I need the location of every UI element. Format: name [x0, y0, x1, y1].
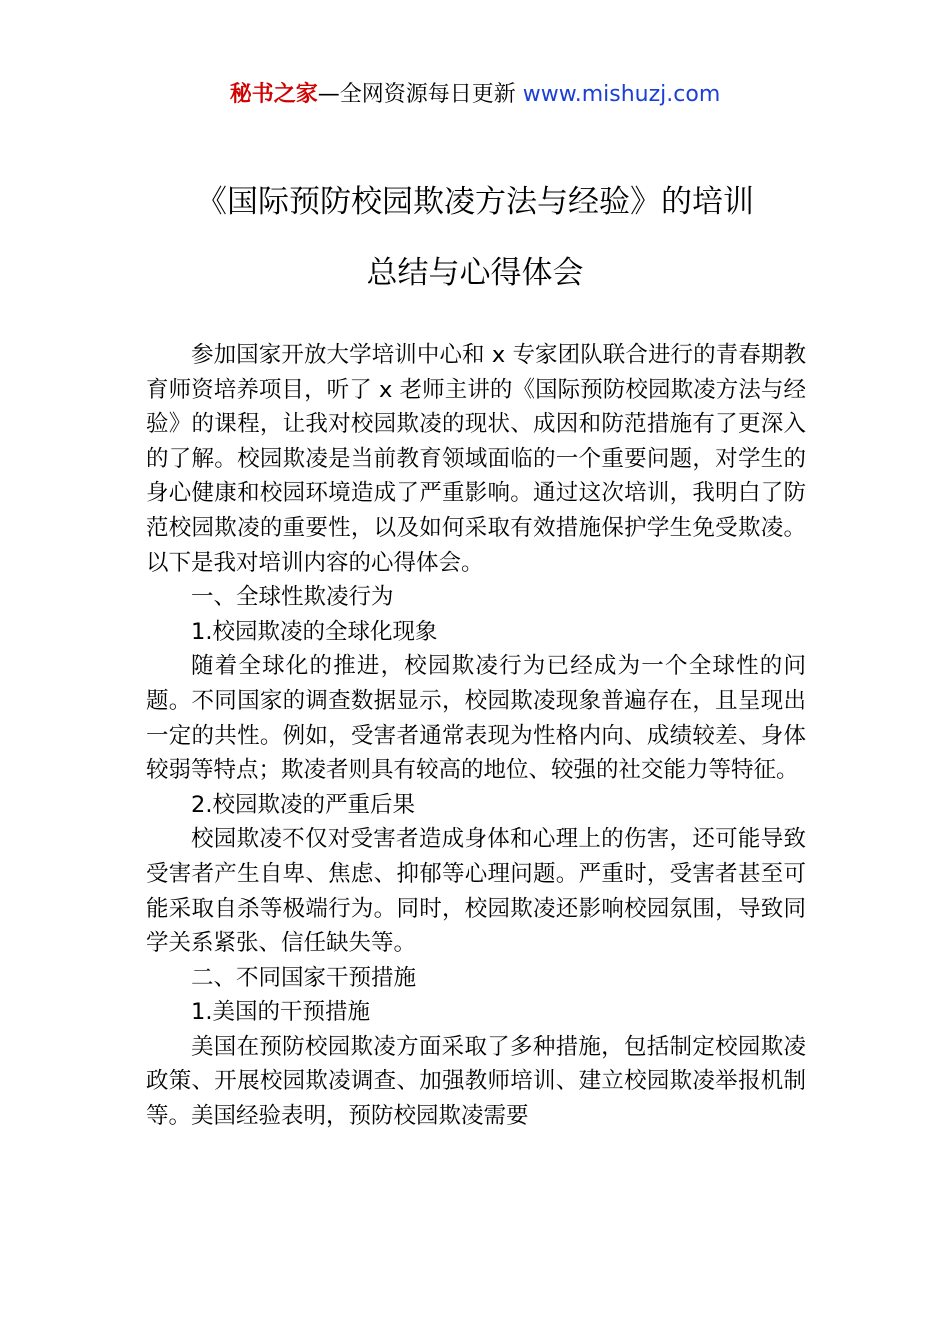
document-title-line-1: 《国际预防校园欺凌方法与经验》的培训 — [196, 184, 754, 220]
paragraph-intro: 参加国家开放大学培训中心和 x 专家团队联合进行的青春期教育师资培养项目，听了 x 老师主讲的《国际预防校园欺凌方法与经验》的课程，让我对校园欺凌的现状、成因和防范措施有了更深入的了解。校园欺凌是当前教育领域面临的一个重要问题，对学生的身心健康和校园环境造成了严重影响。通过这次培训，我明白了防范校园欺凌的重要性，以及如何采取有效措施保护学生免受欺凌。以下是我对培训内容的心得体会。 — [146, 342, 806, 576]
header-slogan: —全网资源每日更新 — [317, 82, 523, 107]
paragraph-2-1: 美国在预防校园欺凌方面采取了多种措施，包括制定校园欺凌政策、开展校园欺凌调查、加强教师培训、建立校园欺凌举报机制等。美国经验表明，预防校园欺凌需要 — [146, 1033, 806, 1130]
subsection-heading-1-1: 1.校园欺凌的全球化现象 — [191, 618, 438, 645]
paragraph-1-1: 随着全球化的推进，校园欺凌行为已经成为一个全球性的问题。不同国家的调查数据显示，校园欺凌现象普遍存在，且呈现出一定的共性。例如，受害者通常表现为性格内向、成绩较差、身体较弱等特点；欺凌者则具有较高的地位、较强的社交能力等特征。 — [146, 653, 806, 784]
brand-name: 秘书之家 — [229, 82, 318, 107]
document-body — [146, 338, 806, 1134]
section-heading-1: 一、全球性欺凌行为 — [191, 584, 394, 611]
section-heading-2: 二、不同国家干预措施 — [191, 964, 417, 991]
subsection-heading-2-1: 1.美国的干预措施 — [191, 999, 370, 1026]
site-header — [0, 78, 950, 112]
document-title-line-2: 总结与心得体会 — [366, 255, 584, 291]
subsection-heading-1-2: 2.校园欺凌的严重后果 — [191, 791, 415, 818]
paragraph-1-2: 校园欺凌不仅对受害者造成身体和心理上的伤害，还可能导致受害者产生自卑、焦虑、抑郁等心理问题。严重时，受害者甚至可能采取自杀等极端行为。同时，校园欺凌还影响校园氛围，导致同学关系紧张、信任缺失等。 — [146, 826, 806, 957]
site-url[interactable]: www.mishuzj.com — [522, 82, 721, 107]
